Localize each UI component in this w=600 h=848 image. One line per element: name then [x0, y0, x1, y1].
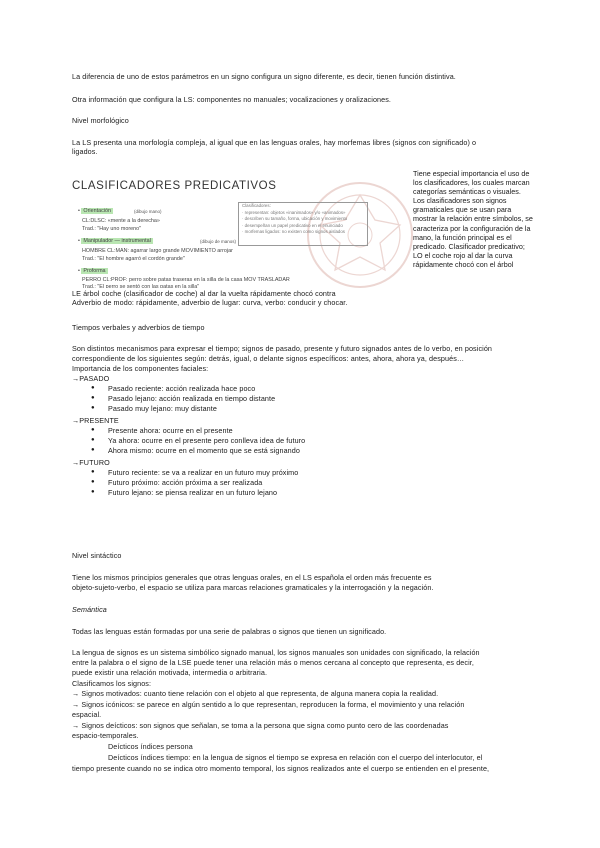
note-line: · desempeñan un papel predicativo en el enunciado: [242, 222, 343, 228]
figure-item2-line1: HOMBRE CL:MAN: agarrar largo grande MOVIMIENTO arrojar: [82, 248, 233, 254]
label-pasado: →PASADO: [72, 374, 110, 383]
note-line: Clasificadores:: [242, 203, 271, 208]
hand-drawing-1: (dibujo mano): [134, 209, 162, 214]
note-line: · morfemas ligados: no existen como signos aislados: [242, 229, 345, 234]
clasificadores-figure: [72, 172, 410, 288]
semantica-line: La lengua de signos es un sistema simbólico signado manual, los signos manuales son unidades con significado, la relación: [72, 648, 480, 657]
sidebar-clasificadores-text: Tiene especial importancia el uso de los clasificadores, los cuales marcan categorías semánticas o visuales. Los clasificadores son signos gramaticales que se usan para mostrar la relación entre símbolos, se caracteriza por la configuración de la mano, la función principal es el predicado. Clasificador predicativo; LO el coche rojo al dar la curva rápidamente chocó con el árbol: [413, 169, 533, 269]
semantica-line: Deícticos índices tiempo: en la lengua de signos el tiempo se expresa en relación con el cuerpo del interlocutor, el: [108, 753, 483, 762]
highlight-manipulador: Manipulador — instrumental: [83, 238, 151, 244]
semantica-line: espacial.: [72, 710, 102, 719]
figure-caption-2: Adverbio de modo: rápidamente, adverbio de lugar: curva, verbo: conducir y chocar.: [72, 298, 348, 307]
figure-item-manipulador: • Manipulador — instrumental: [78, 238, 151, 244]
bullet-dot: ●: [91, 405, 95, 411]
semantica-line: entre la palabra o el signo de la LSE puede tener una relación más o menos cercana al concepto que representa, es decir,: [72, 658, 474, 667]
figure-item-orientacion: • Orientación: [78, 208, 111, 214]
paragraph-distintiva: La diferencia de uno de estos parámetros en un signo configura un signo diferente, es decir, tienen función distintiva.: [72, 72, 456, 81]
list-item: Pasado muy lejano: muy distante: [108, 404, 217, 413]
figure-item1-line2: Trad.: "Hay uno moreno": [82, 226, 142, 232]
paragraph-otra-informacion: Otra información que configura la LS: componentes no manuales; vocalizaciones y oralizaciones.: [72, 95, 392, 104]
tiempos-intro-1: Son distintos mecanismos para expresar el tiempo; signos de pasado, presente y futuro signados antes de lo verbo, en posición: [72, 344, 493, 353]
bullet-dot: ●: [91, 437, 95, 443]
list-item: Futuro próximo: acción próxima a ser realizada: [108, 478, 263, 487]
highlight-orientacion: Orientación: [83, 208, 111, 214]
label-presente: →PRESENTE: [72, 416, 119, 425]
bullet-dot: ●: [91, 427, 95, 433]
figure-item-proforma: • Proforma: [78, 268, 106, 274]
label-futuro: →FUTURO: [72, 458, 110, 467]
semantica-line: → Signos deícticos: son signos que señalan, se toma a la persona que signa como punto cero de las coordenadas: [72, 721, 449, 730]
bullet-dot: ●: [91, 447, 95, 453]
bullet-dot: ●: [91, 385, 95, 391]
semantica-line: → Signos motivados: cuanto tiene relación con el objeto al que representa, de alguna manera copia la realidad.: [72, 689, 439, 698]
tiempos-intro-2: correspondiente de los siguientes según: detrás, igual, o delante signos específicos: antes, ahora, ahora ya, después…: [72, 354, 465, 363]
bullet-dot: ●: [91, 479, 95, 485]
heading-semantica: Semántica: [72, 605, 107, 614]
heading-nivel-morfologico: Nivel morfológico: [72, 116, 129, 125]
tiempos-intro-3: Importancia de los componentes faciales:: [72, 364, 209, 373]
note-line: · representan: objetos «inanimados» y/o «animados»: [242, 209, 346, 215]
semantica-line: → Signos icónicos: se parece en algún sentido a lo que representan, reproducen la forma, el movimiento y una relación: [72, 700, 465, 709]
list-item: Ya ahora: ocurre en el presente pero conlleva idea de futuro: [108, 436, 306, 445]
hand-drawing-2: (dibujo de manos): [200, 239, 237, 244]
bullet-dot: ●: [91, 469, 95, 475]
sintactico-line-1: Tiene los mismos principios generales que otras lenguas orales, en el LS española el orden más frecuente es: [72, 573, 432, 582]
bullet-dot: ●: [91, 489, 95, 495]
semantica-line: Clasificamos los signos:: [72, 679, 152, 688]
list-item: Presente ahora: ocurre en el presente: [108, 426, 233, 435]
bullet-dot: ●: [91, 395, 95, 401]
semantica-paragraph: Todas las lenguas están formadas por una serie de palabras o signos que tienen un significado.: [72, 627, 387, 636]
figure-item1-line1: CL:DLSC: «mente a la derecha»: [82, 218, 160, 224]
paragraph-morfologia-2: ligados.: [72, 147, 98, 156]
list-item: Pasado reciente: acción realizada hace poco: [108, 384, 256, 393]
semantica-line: Deícticos índices persona: [108, 742, 193, 751]
semantica-line: tiempo presente cuando no se indica otro momento temporal, los signos realizados ante el cuerpo se entienden en el presente,: [72, 764, 490, 773]
note-line: · describen su tamaño, forma, ubicación y movimiento: [242, 216, 348, 221]
list-item: Pasado lejano: acción realizada en tiempo distante: [108, 394, 276, 403]
figure-item3-line1: PERRO CL:PROF: perro sobre patas traseras en la silla de la casa MOV TRASLADAR: [82, 277, 290, 283]
figure-title: CLASIFICADORES PREDICATIVOS: [72, 180, 277, 192]
list-item: Ahora mismo: ocurre en el momento que se está signando: [108, 446, 300, 455]
sintactico-line-2: objeto-sujeto-verbo, el espacio se utiliza para marcas relaciones gramaticales y la interrogación y la negación.: [72, 583, 434, 592]
heading-tiempos-verbales: Tiempos verbales y adverbios de tiempo: [72, 323, 205, 332]
figure-item3-line2: Trad.: "El perro se sentó con las patas en la silla": [82, 284, 200, 288]
semantica-line: espacio-temporales.: [72, 731, 139, 740]
highlight-proforma: Proforma: [83, 268, 106, 274]
list-item: Futuro lejano: se piensa realizar en un futuro lejano: [108, 488, 278, 497]
semantica-line: puede existir una relación motivada, intermedia o arbitraria.: [72, 668, 268, 677]
paragraph-morfologia-1: La LS presenta una morfología compleja, al igual que en las lenguas orales, hay morfemas libres (signos con significado) o: [72, 138, 477, 147]
figure-item2-line2: Trad.: "El hombre agarró el cordón grande": [82, 256, 185, 262]
list-item: Futuro reciente: se va a realizar en un futuro muy próximo: [108, 468, 299, 477]
figure-caption-1: LE árbol coche (clasificador de coche) al dar la vuelta rápidamente chocó contra: [72, 289, 336, 298]
figure-note-box: [238, 202, 368, 246]
heading-nivel-sintactico: Nivel sintáctico: [72, 551, 122, 560]
